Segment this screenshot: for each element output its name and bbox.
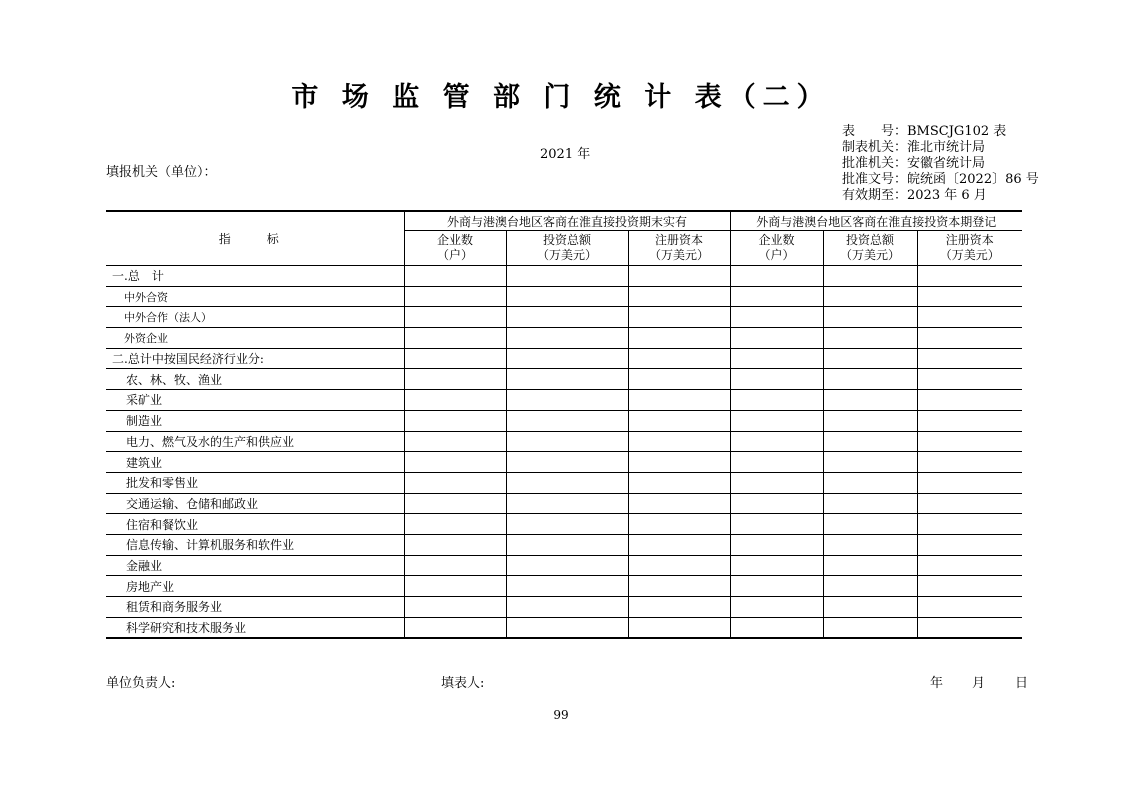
table-row bbox=[106, 390, 1022, 411]
data-cell[interactable] bbox=[506, 452, 628, 473]
data-cell[interactable] bbox=[730, 348, 823, 369]
table-row bbox=[106, 534, 1022, 555]
data-cell[interactable] bbox=[823, 576, 917, 597]
data-cell[interactable] bbox=[917, 576, 1022, 597]
row-label: 建筑业 bbox=[106, 452, 404, 473]
data-cell[interactable] bbox=[730, 410, 823, 431]
date-day-label: 日 bbox=[1015, 676, 1029, 691]
row-label: 信息传输、计算机服务和软件业 bbox=[106, 534, 404, 555]
data-cell[interactable] bbox=[917, 286, 1022, 307]
data-cell[interactable] bbox=[730, 328, 823, 349]
table-row bbox=[106, 493, 1022, 514]
data-cell[interactable] bbox=[917, 514, 1022, 535]
data-cell[interactable] bbox=[628, 493, 730, 514]
data-cell[interactable] bbox=[823, 286, 917, 307]
column-header bbox=[917, 231, 1022, 266]
column-unit: （万美元） bbox=[536, 248, 597, 262]
data-cell[interactable] bbox=[404, 369, 506, 390]
data-cell[interactable] bbox=[823, 597, 917, 618]
group-header-period-registered: 外商与港澳台地区客商在淮直接投资本期登记 bbox=[730, 211, 1022, 231]
data-cell[interactable] bbox=[823, 452, 917, 473]
data-cell[interactable] bbox=[404, 493, 506, 514]
issuing-agency: 制表机关：淮北市统计局 bbox=[842, 140, 986, 155]
data-cell[interactable] bbox=[628, 617, 730, 638]
filing-agency-label: 填报机关（单位）： bbox=[106, 165, 217, 180]
column-header bbox=[823, 231, 917, 266]
data-cell[interactable] bbox=[404, 390, 506, 411]
table-row bbox=[106, 597, 1022, 618]
data-cell[interactable] bbox=[404, 348, 506, 369]
data-cell[interactable] bbox=[506, 576, 628, 597]
data-cell[interactable] bbox=[506, 617, 628, 638]
statistics-table bbox=[106, 210, 1022, 639]
data-cell[interactable] bbox=[628, 514, 730, 535]
data-cell[interactable] bbox=[917, 597, 1022, 618]
data-cell[interactable] bbox=[404, 534, 506, 555]
column-name: 注册资本 bbox=[945, 233, 994, 247]
data-cell[interactable] bbox=[917, 266, 1022, 287]
form-number: 表 号：BMSCJG102 表 bbox=[842, 124, 1007, 139]
data-cell[interactable] bbox=[628, 307, 730, 328]
data-cell[interactable] bbox=[917, 410, 1022, 431]
data-cell[interactable] bbox=[628, 328, 730, 349]
data-cell[interactable] bbox=[506, 514, 628, 535]
table-row bbox=[106, 266, 1022, 287]
data-cell[interactable] bbox=[628, 431, 730, 452]
data-cell[interactable] bbox=[823, 493, 917, 514]
data-cell[interactable] bbox=[506, 597, 628, 618]
data-cell[interactable] bbox=[506, 534, 628, 555]
row-label: 批发和零售业 bbox=[106, 472, 404, 493]
data-cell[interactable] bbox=[628, 410, 730, 431]
data-cell[interactable] bbox=[404, 307, 506, 328]
date-month-label: 月 bbox=[972, 676, 986, 691]
filler-person-label: 填表人: bbox=[441, 676, 485, 691]
data-cell[interactable] bbox=[404, 617, 506, 638]
table-row bbox=[106, 472, 1022, 493]
data-cell[interactable] bbox=[730, 472, 823, 493]
data-cell[interactable] bbox=[404, 410, 506, 431]
data-cell[interactable] bbox=[506, 555, 628, 576]
data-cell[interactable] bbox=[730, 307, 823, 328]
data-cell[interactable] bbox=[823, 348, 917, 369]
data-cell[interactable] bbox=[506, 266, 628, 287]
data-cell[interactable] bbox=[917, 431, 1022, 452]
data-cell[interactable] bbox=[404, 266, 506, 287]
data-cell[interactable] bbox=[628, 266, 730, 287]
data-cell[interactable] bbox=[506, 410, 628, 431]
row-label: 电力、燃气及水的生产和供应业 bbox=[106, 431, 404, 452]
data-cell[interactable] bbox=[404, 452, 506, 473]
table-row bbox=[106, 555, 1022, 576]
data-cell[interactable] bbox=[404, 597, 506, 618]
data-cell[interactable] bbox=[823, 266, 917, 287]
table-row bbox=[106, 307, 1022, 328]
column-name: 企业数 bbox=[758, 233, 795, 247]
data-cell[interactable] bbox=[917, 390, 1022, 411]
data-cell[interactable] bbox=[628, 452, 730, 473]
data-cell[interactable] bbox=[404, 286, 506, 307]
data-cell[interactable] bbox=[628, 576, 730, 597]
data-cell[interactable] bbox=[917, 307, 1022, 328]
data-cell[interactable] bbox=[404, 472, 506, 493]
table-row bbox=[106, 348, 1022, 369]
data-cell[interactable] bbox=[730, 266, 823, 287]
row-label: 农、林、牧、渔业 bbox=[106, 369, 404, 390]
data-cell[interactable] bbox=[917, 328, 1022, 349]
data-cell[interactable] bbox=[730, 597, 823, 618]
column-name: 企业数 bbox=[436, 233, 473, 247]
column-unit: （万美元） bbox=[840, 248, 901, 262]
data-cell[interactable] bbox=[404, 514, 506, 535]
data-cell[interactable] bbox=[917, 555, 1022, 576]
index-header: 指 标 bbox=[106, 211, 404, 266]
table-row bbox=[106, 576, 1022, 597]
data-cell[interactable] bbox=[823, 555, 917, 576]
row-label: 租赁和商务服务业 bbox=[106, 597, 404, 618]
data-cell[interactable] bbox=[506, 286, 628, 307]
data-cell[interactable] bbox=[730, 576, 823, 597]
data-cell[interactable] bbox=[823, 369, 917, 390]
column-header bbox=[628, 231, 730, 266]
data-cell[interactable] bbox=[730, 390, 823, 411]
row-label: 中外合资 bbox=[106, 286, 404, 307]
table-row bbox=[106, 452, 1022, 473]
data-cell[interactable] bbox=[404, 431, 506, 452]
row-label: 交通运输、仓储和邮政业 bbox=[106, 493, 404, 514]
data-cell[interactable] bbox=[730, 493, 823, 514]
data-cell[interactable] bbox=[506, 431, 628, 452]
data-cell[interactable] bbox=[730, 431, 823, 452]
row-label: 制造业 bbox=[106, 410, 404, 431]
row-label: 房地产业 bbox=[106, 576, 404, 597]
data-cell[interactable] bbox=[823, 307, 917, 328]
page-number: 99 bbox=[553, 708, 569, 722]
table-row bbox=[106, 286, 1022, 307]
valid-until: 有效期至：2023 年 6 月 bbox=[842, 188, 987, 203]
table-row bbox=[106, 514, 1022, 535]
data-cell[interactable] bbox=[404, 555, 506, 576]
row-label: 科学研究和技术服务业 bbox=[106, 617, 404, 638]
data-cell[interactable] bbox=[730, 452, 823, 473]
data-cell[interactable] bbox=[730, 286, 823, 307]
data-cell[interactable] bbox=[730, 534, 823, 555]
data-cell[interactable] bbox=[917, 452, 1022, 473]
row-label: 二.总计中按国民经济行业分: bbox=[106, 348, 404, 369]
table-row bbox=[106, 410, 1022, 431]
data-cell[interactable] bbox=[730, 555, 823, 576]
table-row bbox=[106, 617, 1022, 638]
data-cell[interactable] bbox=[506, 369, 628, 390]
data-cell[interactable] bbox=[628, 369, 730, 390]
approving-agency: 批准机关：安徽省统计局 bbox=[842, 156, 986, 171]
row-label: 外资企业 bbox=[106, 328, 404, 349]
data-cell[interactable] bbox=[628, 597, 730, 618]
data-cell[interactable] bbox=[917, 348, 1022, 369]
data-cell[interactable] bbox=[628, 555, 730, 576]
column-unit: （万美元） bbox=[649, 248, 710, 262]
data-cell[interactable] bbox=[506, 493, 628, 514]
column-unit: （万美元） bbox=[939, 248, 1000, 262]
data-cell[interactable] bbox=[823, 472, 917, 493]
form-meta bbox=[842, 124, 1039, 204]
data-cell[interactable] bbox=[506, 307, 628, 328]
table-row bbox=[106, 328, 1022, 349]
data-cell[interactable] bbox=[730, 369, 823, 390]
column-name: 注册资本 bbox=[655, 233, 704, 247]
data-cell[interactable] bbox=[506, 472, 628, 493]
report-year: 2021 年 bbox=[540, 147, 591, 162]
data-cell[interactable] bbox=[823, 390, 917, 411]
column-header bbox=[730, 231, 823, 266]
date-year-label: 年 bbox=[930, 676, 944, 691]
data-cell[interactable] bbox=[823, 410, 917, 431]
page-title: 市 场 监 管 部 门 统 计 表（二） bbox=[291, 82, 831, 113]
data-cell[interactable] bbox=[628, 472, 730, 493]
data-cell[interactable] bbox=[823, 431, 917, 452]
data-cell[interactable] bbox=[506, 328, 628, 349]
column-unit: （户） bbox=[758, 248, 795, 262]
table-row bbox=[106, 369, 1022, 390]
data-cell[interactable] bbox=[628, 348, 730, 369]
data-cell[interactable] bbox=[917, 493, 1022, 514]
row-label: 一.总 计 bbox=[106, 266, 404, 287]
group-header-period-end: 外商与港澳台地区客商在淮直接投资期末实有 bbox=[404, 211, 730, 231]
row-label: 金融业 bbox=[106, 555, 404, 576]
column-header bbox=[404, 231, 506, 266]
data-cell[interactable] bbox=[917, 617, 1022, 638]
column-name: 投资总额 bbox=[846, 233, 895, 247]
data-cell[interactable] bbox=[917, 369, 1022, 390]
data-cell[interactable] bbox=[823, 514, 917, 535]
data-cell[interactable] bbox=[628, 534, 730, 555]
row-label: 采矿业 bbox=[106, 390, 404, 411]
data-cell[interactable] bbox=[628, 286, 730, 307]
data-cell[interactable] bbox=[823, 534, 917, 555]
unit-head-label: 单位负责人: bbox=[106, 676, 176, 691]
row-label: 住宿和餐饮业 bbox=[106, 514, 404, 535]
approval-number: 批准文号：皖统函〔2022〕86 号 bbox=[842, 172, 1039, 187]
column-unit: （户） bbox=[436, 248, 473, 262]
data-cell[interactable] bbox=[917, 472, 1022, 493]
table-row bbox=[106, 431, 1022, 452]
column-header bbox=[506, 231, 628, 266]
data-cell[interactable] bbox=[730, 617, 823, 638]
data-cell[interactable] bbox=[404, 576, 506, 597]
column-name: 投资总额 bbox=[542, 233, 591, 247]
data-cell[interactable] bbox=[506, 348, 628, 369]
data-cell[interactable] bbox=[823, 617, 917, 638]
data-cell[interactable] bbox=[404, 328, 506, 349]
data-cell[interactable] bbox=[628, 390, 730, 411]
data-cell[interactable] bbox=[917, 534, 1022, 555]
data-cell[interactable] bbox=[823, 328, 917, 349]
row-label: 中外合作（法人） bbox=[106, 307, 404, 328]
data-cell[interactable] bbox=[506, 390, 628, 411]
data-cell[interactable] bbox=[730, 514, 823, 535]
